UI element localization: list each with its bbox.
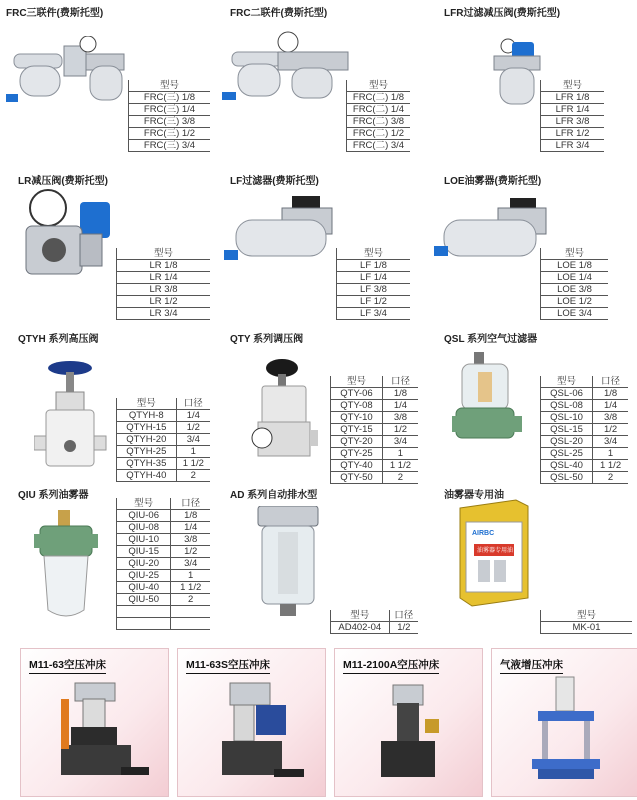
lr-row: LR 1/8 [117, 260, 211, 272]
lf-row: LF 1/4 [337, 272, 411, 284]
qtyh-size: 2 [176, 470, 210, 482]
qtyh-valve-image [34, 360, 110, 472]
qtyh-size: 1/4 [176, 410, 210, 422]
qsl-size: 1/2 [593, 424, 628, 436]
lr-row: LR 3/8 [117, 284, 211, 296]
press-title: 气液增压冲床 [500, 657, 563, 674]
loe-row: LOE 3/4 [541, 308, 609, 320]
loe-row: LOE 1/2 [541, 296, 609, 308]
frc3-row: FRC(三) 1/2 [129, 128, 211, 140]
qty-size: 3/8 [382, 412, 418, 424]
lfr-row: LFR 1/4 [541, 104, 605, 116]
qiu-size: 1 1/2 [171, 582, 210, 594]
oil-row: MK-01 [541, 622, 633, 634]
qiu-table [116, 498, 210, 630]
oil-title: 油雾器专用油 [444, 490, 504, 501]
lf-header: 型号 [337, 248, 411, 260]
qtyh-model: QTYH-35 [117, 458, 177, 470]
lf-filter-image [222, 194, 342, 268]
frc3-row: FRC(三) 1/4 [129, 104, 211, 116]
ad-size: 1/2 [389, 622, 418, 634]
qsl-size: 1/4 [593, 400, 628, 412]
qty-size: 1/2 [382, 424, 418, 436]
qsl-model: QSL-40 [541, 460, 593, 472]
qsl-size: 1/8 [593, 388, 628, 400]
ad-header-model: 型号 [331, 610, 390, 622]
loe-row: LOE 3/8 [541, 284, 609, 296]
qtyh-size: 1 1/2 [176, 458, 210, 470]
frc2-table [346, 80, 410, 152]
qty-model: QTY-06 [331, 388, 383, 400]
qiu-spacer [117, 618, 171, 630]
qty-regulator-image [248, 358, 320, 468]
ad-header-size: 口径 [389, 610, 418, 622]
pneumatic-press-icon [21, 649, 168, 796]
qsl-table [540, 376, 628, 484]
loe-title: LOE油雾器(费斯托型) [444, 176, 542, 187]
lr-row: LR 1/2 [117, 296, 211, 308]
qiu-size: 3/8 [171, 534, 210, 546]
qsl-filter-image [452, 352, 522, 458]
qtyh-table [116, 398, 210, 482]
qty-size: 1 [382, 448, 418, 460]
lf-title: LF过滤器(费斯托型) [230, 176, 319, 187]
frc3-header: 型号 [129, 80, 211, 92]
frc3-title: FRC三联件(费斯托型) [6, 8, 104, 19]
qiu-spacer [171, 606, 210, 618]
qtyh-model: QTYH-8 [117, 410, 177, 422]
ad-drain-filter-image [252, 506, 324, 620]
qiu-model: QIU-25 [117, 570, 171, 582]
qty-model: QTY-08 [331, 400, 383, 412]
qiu-model: QIU-50 [117, 594, 171, 606]
qty-model: QTY-50 [331, 472, 383, 484]
qty-size: 1/8 [382, 388, 418, 400]
lr-title: LR减压阀(费斯托型) [18, 176, 108, 187]
oil-table [540, 610, 632, 634]
qsl-model: QSL-10 [541, 412, 593, 424]
press-card [177, 648, 326, 797]
qty-size: 1/4 [382, 400, 418, 412]
qtyh-size: 1 [176, 446, 210, 458]
loe-header: 型号 [541, 248, 609, 260]
qiu-model: QIU-10 [117, 534, 171, 546]
qiu-spacer [117, 606, 171, 618]
hydro-pneumatic-press-icon [492, 649, 637, 796]
qiu-lubricator-image [34, 510, 98, 622]
frc2-row: FRC(二) 1/8 [347, 92, 411, 104]
qiu-size: 1/8 [171, 510, 210, 522]
qty-table [330, 376, 418, 484]
loe-row: LOE 1/8 [541, 260, 609, 272]
qty-model: QTY-15 [331, 424, 383, 436]
qtyh-title: QTYH 系列高压阀 [18, 334, 99, 345]
qsl-size: 3/4 [593, 436, 628, 448]
qiu-title: QIU 系列油雾器 [18, 490, 89, 501]
qsl-header-model: 型号 [541, 376, 593, 388]
qsl-model: QSL-15 [541, 424, 593, 436]
frc2-title: FRC二联件(费斯托型) [230, 8, 328, 19]
frc2-row: FRC(二) 1/4 [347, 104, 411, 116]
lf-row: LF 3/4 [337, 308, 411, 320]
qty-size: 3/4 [382, 436, 418, 448]
frc2-row: FRC(二) 1/2 [347, 128, 411, 140]
qtyh-model: QTYH-25 [117, 446, 177, 458]
pneumatic-press-icon [178, 649, 325, 796]
qiu-model: QIU-08 [117, 522, 171, 534]
qsl-model: QSL-50 [541, 472, 593, 484]
qiu-size: 1/2 [171, 546, 210, 558]
lr-regulator-image [22, 186, 120, 278]
qtyh-header-size: 口径 [176, 398, 210, 410]
press-title: M11-63空压冲床 [29, 657, 106, 674]
press-title: M11-2100A空压冲床 [343, 657, 439, 674]
frc2-row: FRC(二) 3/8 [347, 116, 411, 128]
ad-title: AD 系列自动排水型 [230, 490, 318, 501]
oil-header: 型号 [541, 610, 633, 622]
frc2-header: 型号 [347, 80, 411, 92]
lfr-table [540, 80, 604, 152]
qty-header-size: 口径 [382, 376, 418, 388]
frc3-row: FRC(三) 3/8 [129, 116, 211, 128]
frc2-row: FRC(二) 3/4 [347, 140, 411, 152]
lf-row: LF 1/2 [337, 296, 411, 308]
qsl-model: QSL-20 [541, 436, 593, 448]
press-card [334, 648, 483, 797]
qty-size: 1 1/2 [382, 460, 418, 472]
press-card [491, 648, 637, 797]
qty-size: 2 [382, 472, 418, 484]
loe-row: LOE 1/4 [541, 272, 609, 284]
loe-table [540, 248, 608, 320]
qiu-header-size: 口径 [171, 498, 210, 510]
frc3-table [128, 80, 210, 152]
qiu-size: 3/4 [171, 558, 210, 570]
lr-table [116, 248, 210, 320]
qty-model: QTY-25 [331, 448, 383, 460]
qiu-size: 2 [171, 594, 210, 606]
qsl-size: 1 1/2 [593, 460, 628, 472]
qsl-header-size: 口径 [593, 376, 628, 388]
lfr-header: 型号 [541, 80, 605, 92]
qty-title: QTY 系列调压阀 [230, 334, 304, 345]
qty-model: QTY-10 [331, 412, 383, 424]
lfr-row: LFR 3/4 [541, 140, 605, 152]
qtyh-model: QTYH-40 [117, 470, 177, 482]
qsl-size: 1 [593, 448, 628, 460]
qtyh-model: QTYH-15 [117, 422, 177, 434]
qsl-size: 3/8 [593, 412, 628, 424]
lfr-row: LFR 1/8 [541, 92, 605, 104]
lf-row: LF 3/8 [337, 284, 411, 296]
frc2-unit-image [222, 30, 354, 104]
qtyh-size: 1/2 [176, 422, 210, 434]
oil-can-brand: AIRBC [472, 530, 495, 537]
qsl-model: QSL-25 [541, 448, 593, 460]
ad-table [330, 610, 418, 634]
qty-model: QTY-20 [331, 436, 383, 448]
qiu-model: QIU-06 [117, 510, 171, 522]
lr-header: 型号 [117, 248, 211, 260]
frc3-row: FRC(三) 1/8 [129, 92, 211, 104]
lf-row: LF 1/8 [337, 260, 411, 272]
press-card [20, 648, 169, 797]
pneumatic-press-icon [335, 649, 482, 796]
qtyh-header-model: 型号 [117, 398, 177, 410]
qiu-model: QIU-40 [117, 582, 171, 594]
qsl-title: QSL 系列空气过滤器 [444, 334, 538, 345]
qiu-spacer [171, 618, 210, 630]
oil-can-label: 油雾器专用油 [477, 548, 514, 554]
qtyh-model: QTYH-20 [117, 434, 177, 446]
qsl-model: QSL-08 [541, 400, 593, 412]
qty-model: QTY-40 [331, 460, 383, 472]
qiu-size: 1/4 [171, 522, 210, 534]
ad-model: AD402-04 [331, 622, 390, 634]
lf-table [336, 248, 410, 320]
frc3-unit-image [6, 36, 130, 106]
press-title: M11-63S空压冲床 [186, 657, 270, 674]
qsl-size: 2 [593, 472, 628, 484]
lfr-row: LFR 1/2 [541, 128, 605, 140]
qiu-size: 1 [171, 570, 210, 582]
qiu-model: QIU-15 [117, 546, 171, 558]
qsl-model: QSL-06 [541, 388, 593, 400]
lr-row: LR 1/4 [117, 272, 211, 284]
lfr-unit-image [488, 38, 548, 108]
qiu-header-model: 型号 [117, 498, 171, 510]
lfr-title: LFR过滤减压阀(费斯托型) [444, 8, 561, 19]
lr-row: LR 3/4 [117, 308, 211, 320]
qiu-model: QIU-20 [117, 558, 171, 570]
qtyh-size: 3/4 [176, 434, 210, 446]
loe-lubricator-image [432, 194, 552, 268]
qty-header-model: 型号 [331, 376, 383, 388]
frc3-row: FRC(三) 3/4 [129, 140, 211, 152]
lfr-row: LFR 3/8 [541, 116, 605, 128]
